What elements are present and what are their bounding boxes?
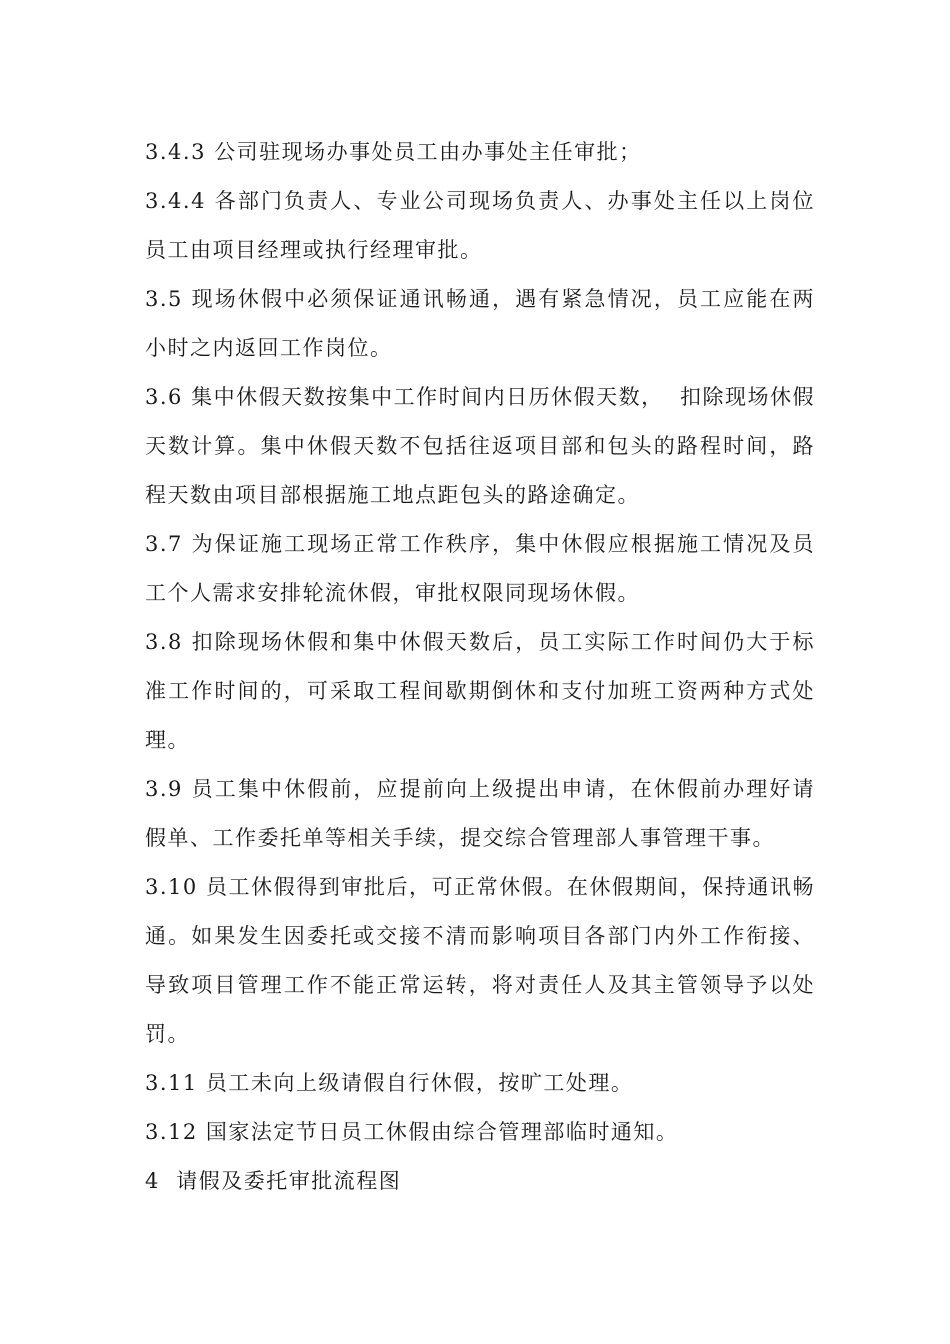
section-heading-4: 4 请假及委托审批流程图	[145, 1169, 402, 1193]
paragraph-3-5: 3.5 现场休假中必须保证通讯畅通，遇有紧急情况，员工应能在两小时之内返回工作岗位。	[145, 287, 815, 360]
paragraph-3-8: 3.8 扣除现场休假和集中休假天数后，员工实际工作时间仍大于标准工作时间的，可采取工程间歇期倒休和支付加班工资两种方式处理。	[145, 630, 815, 752]
paragraph-3-6: 3.6 集中休假天数按集中工作时间内日历休假天数， 扣除现场休假天数计算。集中休假天数不包括往返项目部和包头的路程时间，路程天数由项目部根据施工地点距包头的路途确定。	[145, 385, 815, 507]
paragraph-3-9: 3.9 员工集中休假前，应提前向上级提出申请，在休假前办理好请假单、工作委托单等相关手续，提交综合管理部人事管理干事。	[145, 777, 815, 850]
paragraph-3-7: 3.7 为保证施工现场正常工作秩序，集中休假应根据施工情况及员工个人需求安排轮流休假，审批权限同现场休假。	[145, 532, 815, 605]
document-body	[145, 128, 815, 1206]
paragraph-3-12: 3.12 国家法定节日员工休假由综合管理部临时通知。	[145, 1120, 679, 1144]
paragraph-3-4-3: 3.4.3 公司驻现场办事处员工由办事处主任审批；	[145, 140, 642, 164]
paragraph-3-10: 3.10 员工休假得到审批后，可正常休假。在休假期间，保持通讯畅通。如果发生因委托或交接不清而影响项目各部门内外工作衔接、导致项目管理工作不能正常运转，将对责任人及其主管领导予以处罚。	[145, 875, 815, 1046]
paragraph-3-4-4: 3.4.4 各部门负责人、专业公司现场负责人、办事处主任以上岗位员工由项目经理或执行经理审批。	[145, 189, 815, 262]
paragraph-3-11: 3.11 员工未向上级请假自行休假，按旷工处理。	[145, 1071, 634, 1095]
